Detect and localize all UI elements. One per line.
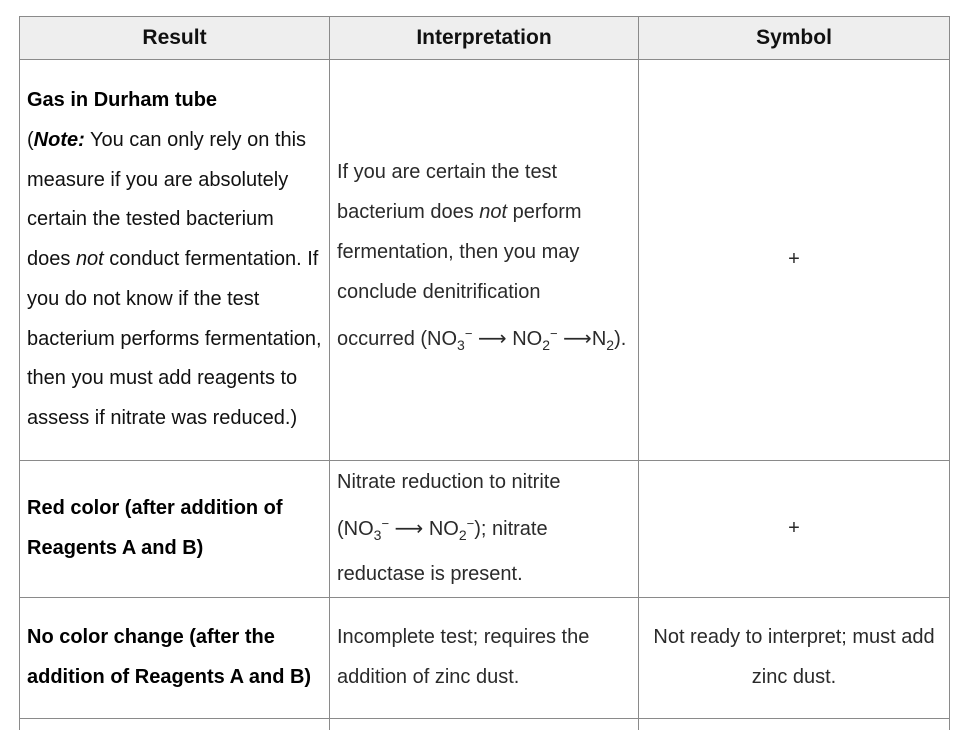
formula-arrow: ⟶ NO (389, 517, 459, 540)
table-row (20, 461, 950, 598)
result-cell (20, 718, 330, 730)
nitrate-reduction-formula (337, 515, 548, 543)
result-title: Red color (after addition of Reagents A and B) (27, 497, 283, 559)
formula-subscript: 2 (458, 526, 467, 543)
formula-superscript: − (550, 325, 558, 341)
result-cell (20, 461, 330, 598)
table-row-partial (20, 718, 950, 730)
header-symbol: Symbol (639, 17, 950, 60)
formula-subscript: 2 (606, 336, 615, 353)
table-header-row (20, 17, 950, 60)
interpretation-cell (330, 60, 639, 461)
formula-superscript: − (466, 515, 475, 531)
formula-subscript: 3 (373, 526, 382, 543)
interpretation-text: Nitrate reduction to nitrite (337, 471, 561, 493)
table-row (20, 597, 950, 718)
formula-part: occurred (NO (337, 327, 458, 350)
formula-subscript: 3 (457, 336, 465, 353)
formula-superscript: − (381, 515, 390, 531)
header-result: Result (20, 17, 330, 60)
interpretation-cell: Incomplete test; requires the addition of zinc dust. (330, 597, 639, 718)
formula-subscript: 2 (542, 336, 551, 353)
header-interpretation: Interpretation (330, 17, 639, 60)
interpretation-cell (330, 718, 639, 730)
formula-arrow: ⟶N (557, 327, 607, 350)
interpretation-cell (330, 461, 639, 598)
formula-arrow: ⟶ NO (472, 327, 543, 350)
interpretation-text-continued: reductase is present. (337, 562, 523, 585)
formula-superscript: − (464, 325, 473, 341)
formula-part: (NO (337, 517, 374, 540)
note-open-paren: ( (27, 128, 34, 151)
interpretation-text-continued: perform fermentation, then you may conclude denitrification (337, 201, 582, 303)
formula-part: ). (614, 327, 627, 350)
table-row (20, 60, 950, 461)
result-title: Gas in Durham tube (27, 88, 218, 111)
symbol-cell: + (639, 461, 950, 598)
note-label: Note: (33, 128, 85, 151)
note-emphasis: not (75, 248, 104, 271)
result-cell (20, 597, 330, 718)
symbol-cell: Not ready to interpret; must add zinc dust. (639, 597, 950, 718)
interpretation-text: If you are certain the test bacterium does (337, 161, 558, 224)
nitrate-results-table (19, 16, 950, 730)
note-text-continued: conduct fermentation. If you do not know if the test bacterium performs fermentation, then you must add reagents to assess if nitrate was reduced.) (27, 248, 322, 430)
denitrification-formula (337, 313, 631, 365)
symbol-cell (639, 718, 950, 730)
result-title: No color change (after the addition of Reagents A and B) (27, 625, 312, 688)
note-text: You can only rely on this measure if you are absolutely certain the tested bacterium does (27, 128, 307, 271)
interpretation-emphasis: not (479, 201, 508, 224)
formula-part: ); nitrate (474, 517, 548, 540)
result-cell (20, 60, 330, 461)
symbol-cell: + (639, 60, 950, 461)
